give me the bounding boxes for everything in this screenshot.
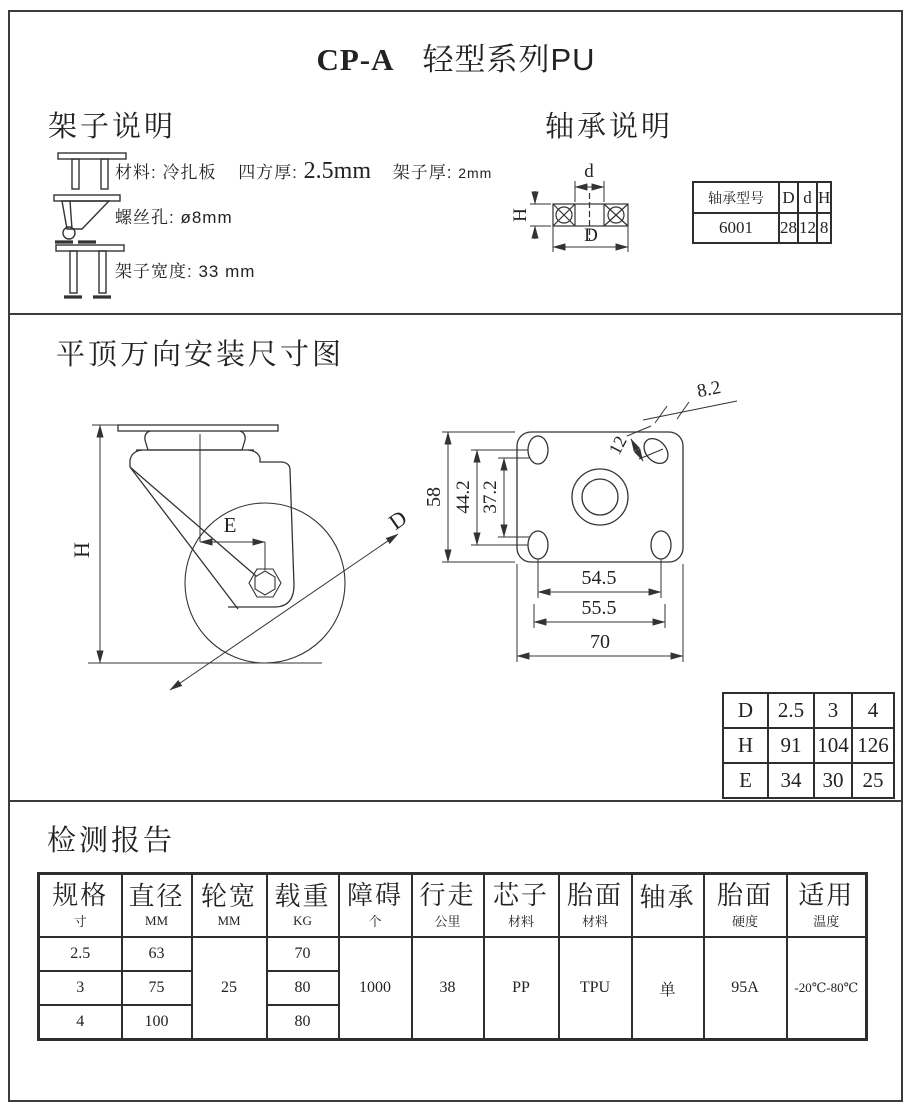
col-sub-label: 寸: [73, 914, 87, 930]
test-report-table: [37, 872, 868, 1041]
col-main-label: 胎面: [566, 879, 623, 910]
col-spec-header: [39, 874, 122, 938]
col-main-label: 行走: [419, 879, 476, 910]
col-obstacle-header: [339, 874, 412, 938]
report-section-heading: 检测报告: [47, 825, 176, 857]
caster-side-view-drawing: [70, 410, 430, 705]
bearing-table-header-row: [693, 182, 831, 213]
dhe-cell: E: [723, 763, 768, 798]
col-bearing-header: [632, 874, 704, 938]
col-main-label: 轴承: [639, 881, 696, 912]
square-thickness-label: 四方厚:: [238, 163, 298, 182]
col-sub-label: 材料: [581, 914, 608, 930]
dhe-cell: D: [723, 693, 768, 728]
col-sub-label: 公里: [434, 914, 461, 930]
report-row-2-5: [39, 937, 867, 971]
mounting-plate-drawing: [423, 377, 740, 680]
col-sub-label: MM: [217, 912, 241, 928]
diameter-cell: 63: [122, 937, 192, 971]
bearing-table-value-row: [693, 213, 831, 243]
distance-cell: 38: [412, 937, 484, 1040]
col-distance-header: [412, 874, 484, 938]
bearing-model-header: 轴承型号: [693, 182, 779, 213]
col-main-label: 障碍: [346, 879, 403, 910]
col-main-label: 载重: [274, 881, 331, 912]
spec-cell: 3: [39, 971, 122, 1005]
caster-dim-E-label: E: [223, 513, 237, 537]
size-variant-table: [722, 692, 895, 799]
dhe-cell: 25: [852, 763, 894, 798]
frame-thickness-value: 2mm: [458, 165, 493, 181]
col-main-label: 轮宽: [200, 881, 257, 912]
dhe-cell: 91: [768, 728, 814, 763]
bearing-dimensions: [530, 181, 628, 252]
caster-dim-D-label: D: [384, 505, 412, 535]
bearing-D-value: 28: [779, 213, 798, 243]
dhe-cell: 2.5: [768, 693, 814, 728]
dhe-cell: 126: [852, 728, 894, 763]
col-tread-material-header: [559, 874, 632, 938]
bearing-H-header: H: [817, 182, 831, 213]
col-main-label: 适用: [798, 879, 855, 910]
caster-dim-H-label: H: [69, 542, 94, 558]
col-main-label: 直径: [128, 881, 185, 912]
spec-cell: 2.5: [39, 937, 122, 971]
col-core-header: [484, 874, 559, 938]
section-divider-top: [8, 313, 903, 315]
frame-material-note: [115, 158, 492, 185]
install-section-heading: 平顶万向安装尺寸图: [56, 339, 345, 371]
section-divider-bottom: [8, 800, 903, 802]
col-sub-label: 温度: [813, 914, 840, 930]
screw-hole-note: 螺丝孔: ø8mm: [115, 208, 233, 227]
plate-dim-37-2-label: 37.2: [480, 480, 501, 514]
dhe-row-H: [723, 728, 894, 763]
col-main-label: 胎面: [716, 879, 773, 910]
col-sub-label: MM: [144, 912, 169, 928]
bearing-d-header: d: [798, 182, 817, 213]
caster-outline: [118, 425, 294, 609]
bearing-dim-d-label: d: [584, 161, 594, 182]
core-material-cell: PP: [484, 937, 559, 1040]
bearing-cross-section-drawing: [510, 160, 670, 280]
col-load-header: [267, 874, 339, 938]
bearing-dim-D-label: D: [584, 225, 598, 246]
bearing-type-cell: 单: [632, 937, 704, 1040]
dhe-cell: 34: [768, 763, 814, 798]
plate-dim-54-5-label: 54.5: [581, 567, 617, 589]
load-cell: 70: [267, 937, 339, 971]
col-temperature-header: [787, 874, 867, 938]
bearing-spec-table: [692, 181, 832, 244]
frame-thickness-label: 架子厚:: [392, 163, 453, 182]
hardness-cell: 95A: [704, 937, 787, 1040]
square-thickness-value: 2.5mm: [303, 158, 371, 184]
wheel-width-cell: 25: [192, 937, 267, 1040]
plate-dim-58-label: 58: [423, 487, 445, 507]
frame-width-note: 架子宽度: 33 mm: [115, 262, 256, 281]
diameter-cell: 100: [122, 1005, 192, 1040]
temperature-cell: -20℃-80℃: [787, 937, 867, 1040]
plate-dim-44-2-label: 44.2: [453, 480, 474, 514]
bearing-dim-H-label: H: [510, 208, 531, 222]
dhe-row-E: [723, 763, 894, 798]
bearing-section-heading: 轴承说明: [545, 111, 674, 143]
bearing-H-value: 8: [817, 213, 831, 243]
bearing-d-value: 12: [798, 213, 817, 243]
product-code: CP-A: [316, 42, 395, 77]
frame-section-heading: 架子说明: [48, 111, 177, 143]
bearing-D-header: D: [779, 182, 798, 213]
series-name: 轻型系列PU: [422, 42, 596, 77]
obstacle-cell: 1000: [339, 937, 412, 1040]
spec-cell: 4: [39, 1005, 122, 1040]
col-diameter-header: [122, 874, 192, 938]
plate-dim-12-label: 12: [604, 432, 631, 458]
col-sub-label: 材料: [507, 914, 534, 930]
load-cell: 80: [267, 971, 339, 1005]
col-sub-label: 硬度: [731, 914, 758, 930]
material-label: 材料: 冷扎板: [115, 163, 217, 182]
wheel: [185, 503, 345, 663]
col-main-label: 芯子: [492, 879, 549, 910]
col-wheel-width-header: [192, 874, 267, 938]
page-title: [0, 34, 912, 79]
plate-dim-70-label: 70: [590, 631, 610, 653]
bearing-model-value: 6001: [693, 213, 779, 243]
load-cell: 80: [267, 1005, 339, 1040]
dhe-cell: H: [723, 728, 768, 763]
tread-material-cell: TPU: [559, 937, 632, 1040]
caster-dimensions: [88, 425, 398, 690]
col-sub-label: [633, 913, 703, 928]
diameter-cell: 75: [122, 971, 192, 1005]
dhe-cell: 3: [814, 693, 852, 728]
col-main-label: 规格: [52, 879, 109, 910]
plate-dim-55-5-label: 55.5: [581, 597, 617, 619]
dhe-cell: 30: [814, 763, 852, 798]
report-header-row: [39, 874, 867, 938]
dhe-row-D: [723, 693, 894, 728]
col-sub-label: 个: [368, 914, 382, 930]
col-sub-label: KG: [293, 912, 312, 928]
dhe-cell: 4: [852, 693, 894, 728]
col-hardness-header: [704, 874, 787, 938]
dhe-cell: 104: [814, 728, 852, 763]
plate-dim-8-2-label: 8.2: [695, 377, 723, 403]
plate-dimensions: [442, 401, 737, 662]
